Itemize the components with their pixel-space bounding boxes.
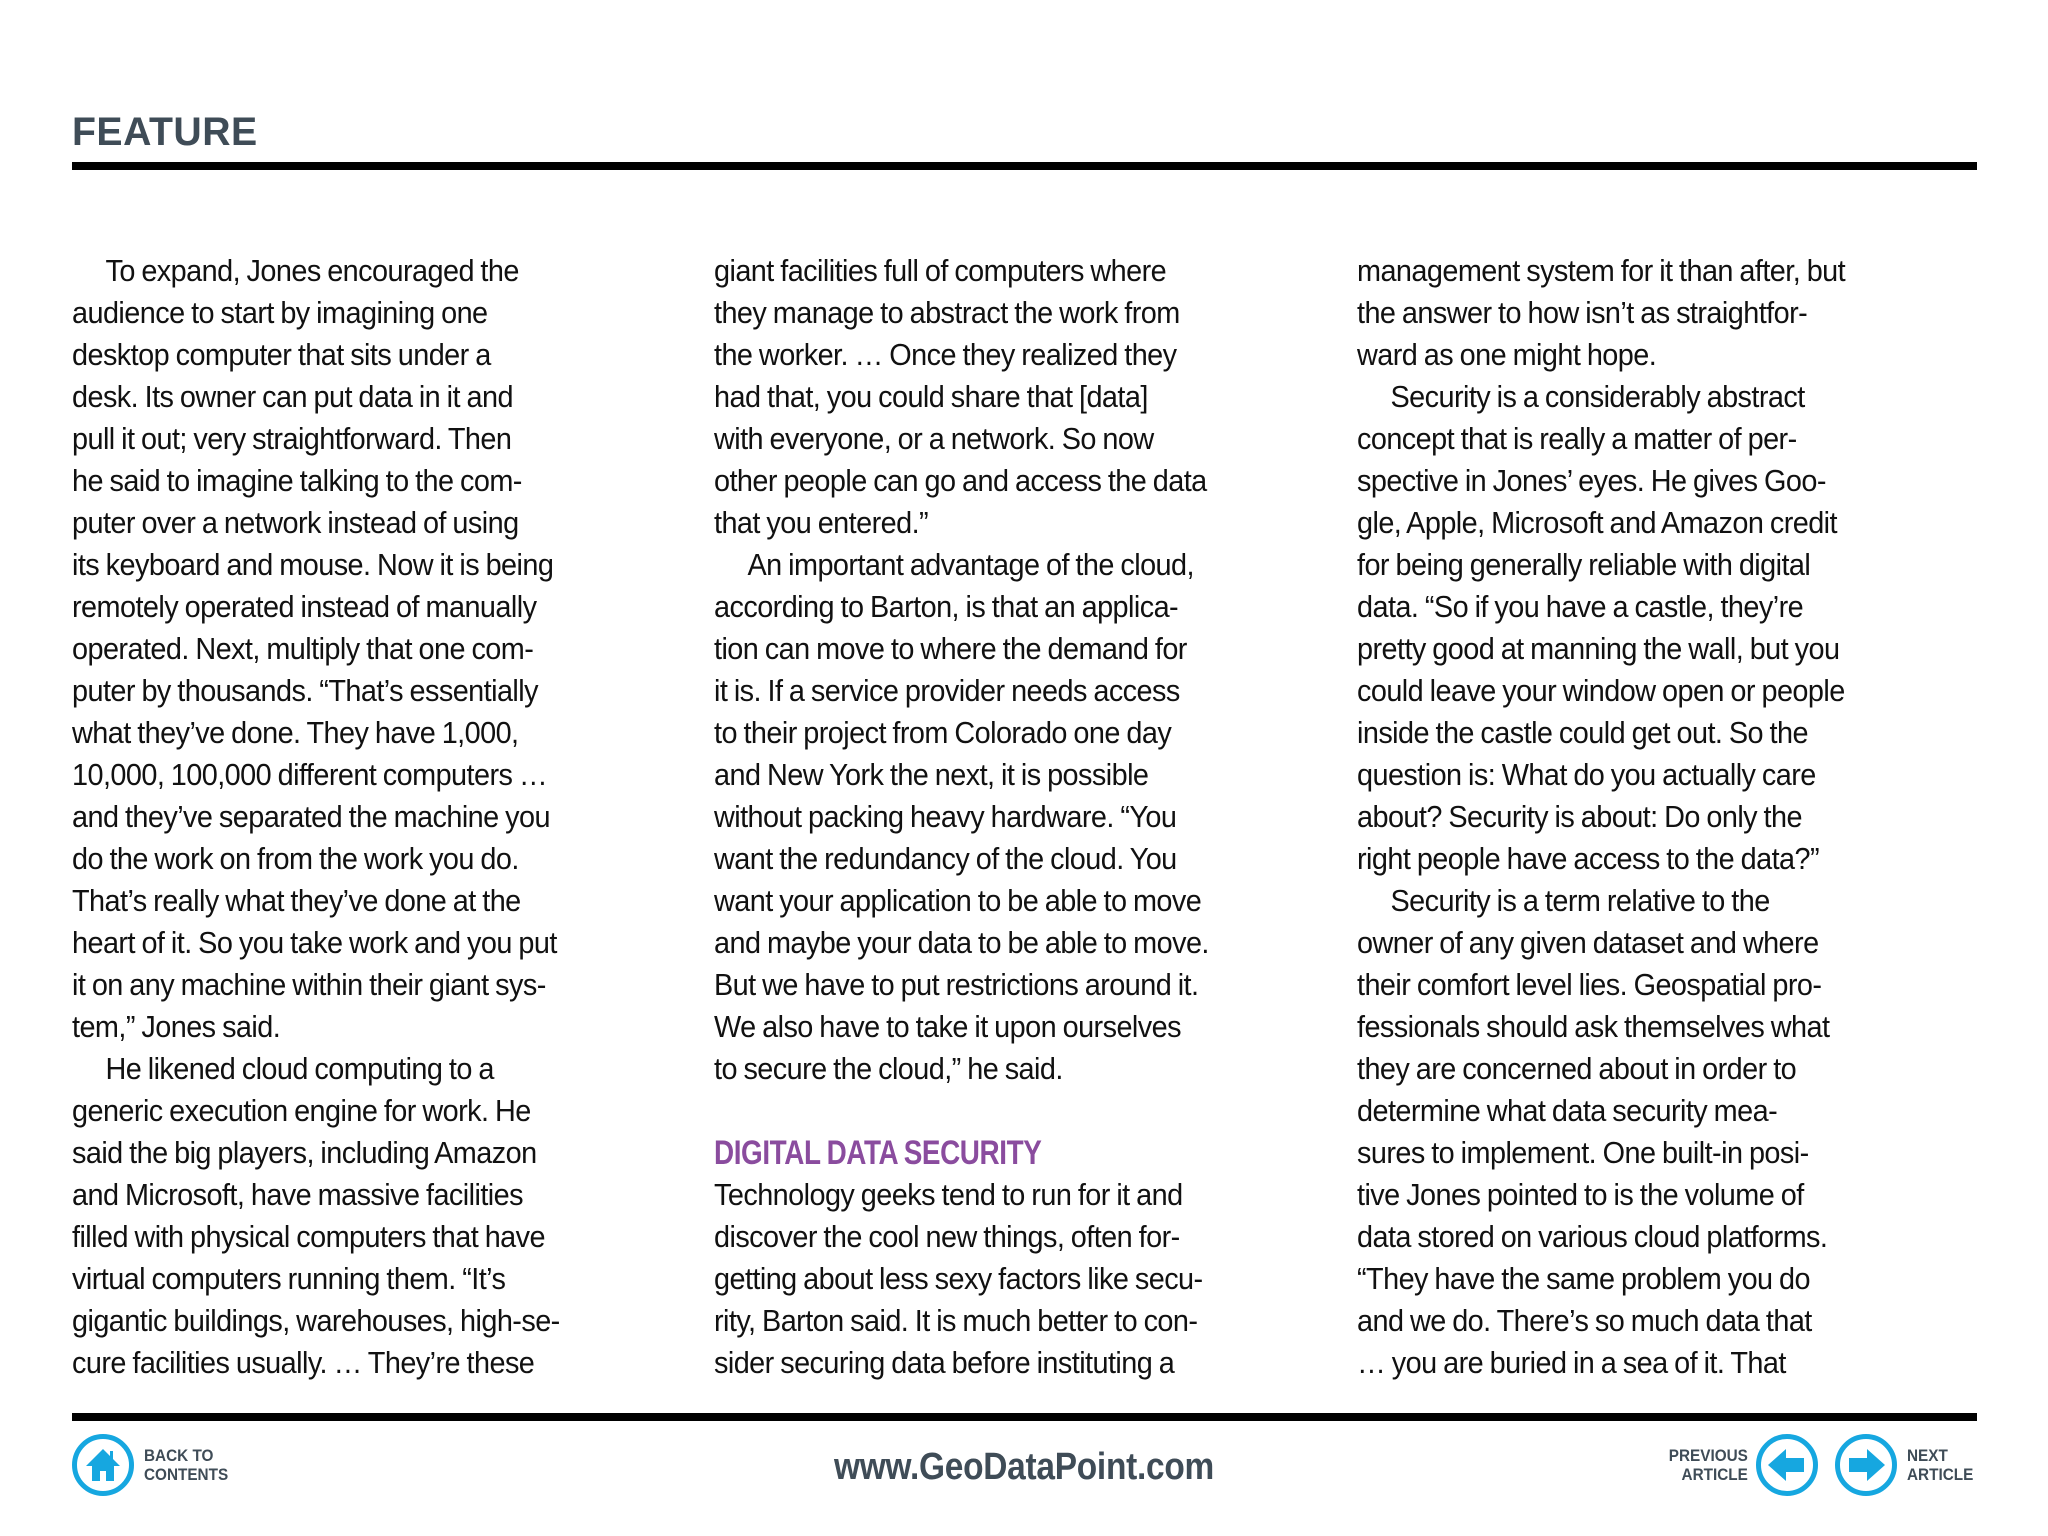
text-line: Security is a term relative to the [1390, 883, 1770, 918]
text-line: without packing heavy hardware. “You [714, 799, 1177, 834]
next-article-label [1907, 1446, 1973, 1484]
article-column-2 [714, 250, 1354, 1384]
text-line: do the work on from the work you do. [72, 841, 519, 876]
bottom-rule [72, 1413, 1977, 1421]
text-line: remotely operated instead of manually [72, 589, 537, 624]
text-line: tem,” Jones said. [72, 1009, 281, 1044]
text-line: that you entered.” [714, 505, 929, 540]
text-line: pretty good at manning the wall, but you [1357, 631, 1840, 666]
text-line: the answer to how isn’t as straightfor- [1357, 295, 1808, 330]
text-line: sures to implement. One built-in posi- [1357, 1135, 1809, 1170]
text-line: Security is a considerably abstract [1390, 379, 1805, 414]
text-line: puter by thousands. “That’s essentially [72, 673, 538, 708]
text-line: getting about less sexy factors like secu- [714, 1261, 1203, 1296]
text-line: management system for it than after, but [1357, 253, 1846, 288]
text-line: spective in Jones’ eyes. He gives Goo- [1357, 463, 1826, 498]
text-line: their comfort level lies. Geospatial pro- [1357, 967, 1822, 1002]
text-line: and Microsoft, have massive facilities [72, 1177, 523, 1212]
text-line: said the big players, including Amazon [72, 1135, 537, 1170]
text-line: We also have to take it upon ourselves [714, 1009, 1181, 1044]
text-line: with everyone, or a network. So now [714, 421, 1154, 456]
text-line: for being generally reliable with digital [1357, 547, 1811, 582]
text-line: tion can move to where the demand for [714, 631, 1187, 666]
text-line: operated. Next, multiply that one com- [72, 631, 534, 666]
text-line: and we do. There’s so much data that [1357, 1303, 1812, 1338]
text-line: … you are buried in a sea of it. That [1357, 1345, 1786, 1380]
text-line: sider securing data before instituting a [714, 1345, 1175, 1380]
arrow-left-icon [1756, 1434, 1818, 1496]
text-line: filled with physical computers that have [72, 1219, 546, 1254]
back-label-line2: CONTENTS [144, 1465, 229, 1484]
text-line: inside the castle could get out. So the [1357, 715, 1808, 750]
text-line: fessionals should ask themselves what [1357, 1009, 1830, 1044]
text-line: had that, you could share that [data] [714, 379, 1148, 414]
text-line: according to Barton, is that an applica- [714, 589, 1179, 624]
text-line: ward as one might hope. [1357, 337, 1657, 372]
text-line: it on any machine within their giant sys- [72, 967, 546, 1002]
text-line: he said to imagine talking to the com- [72, 463, 522, 498]
text-line: want your application to be able to move [714, 883, 1202, 918]
next-article-button[interactable] [1835, 1434, 1981, 1496]
text-line: determine what data security mea- [1357, 1093, 1778, 1128]
text-line: tive Jones pointed to is the volume of [1357, 1177, 1804, 1212]
article-column-3 [1357, 250, 1997, 1384]
text-line: heart of it. So you take work and you put [72, 925, 557, 960]
text-line: 10,000, 100,000 different computers … [72, 757, 548, 792]
top-rule [72, 162, 1977, 170]
text-line: But we have to put restrictions around it. [714, 967, 1199, 1002]
text-line: “They have the same problem you do [1357, 1261, 1811, 1296]
text-line: cure facilities usually. … They’re these [72, 1345, 535, 1380]
text-line: to secure the cloud,” he said. [714, 1051, 1063, 1086]
text-line: question is: What do you actually care [1357, 757, 1816, 792]
arrow-right-icon [1835, 1434, 1897, 1496]
text-line: about? Security is about: Do only the [1357, 799, 1802, 834]
text-line: other people can go and access the data [714, 463, 1207, 498]
next-label-line2: ARTICLE [1907, 1465, 1974, 1484]
text-line: right people have access to the data?” [1357, 841, 1820, 876]
section-label: FEATURE [72, 110, 258, 154]
text-line: it is. If a service provider needs access [714, 673, 1180, 708]
text-line: data. “So if you have a castle, they’re [1357, 589, 1804, 624]
text-line: and maybe your data to be able to move. [714, 925, 1209, 960]
text-line: puter over a network instead of using [72, 505, 519, 540]
prev-label-line1: PREVIOUS [1668, 1446, 1748, 1465]
text-line: That’s really what they’ve done at the [72, 883, 521, 918]
text-line: owner of any given dataset and where [1357, 925, 1819, 960]
text-line: generic execution engine for work. He [72, 1093, 531, 1128]
text-line: pull it out; very straightforward. Then [72, 421, 512, 456]
text-line: giant facilities full of computers where [714, 253, 1167, 288]
text-line: and New York the next, it is possible [714, 757, 1149, 792]
text-line: audience to start by imagining one [72, 295, 488, 330]
previous-article-button[interactable] [1660, 1434, 1818, 1496]
back-label-line1: BACK TO [144, 1446, 214, 1465]
website-url[interactable]: www.GeoDataPoint.com [834, 1446, 1214, 1488]
prev-label-line2: ARTICLE [1681, 1465, 1748, 1484]
next-label-line1: NEXT [1907, 1446, 1948, 1465]
text-line: the worker. … Once they realized they [714, 337, 1177, 372]
text-line: data stored on various cloud platforms. [1357, 1219, 1828, 1254]
text-line: He likened cloud computing to a [105, 1051, 494, 1086]
text-line: Technology geeks tend to run for it and [714, 1177, 1183, 1212]
text-line: An important advantage of the cloud, [747, 547, 1194, 582]
text-line: they manage to abstract the work from [714, 295, 1180, 330]
text-line: discover the cool new things, often for- [714, 1219, 1180, 1254]
text-line: gle, Apple, Microsoft and Amazon credit [1357, 505, 1837, 540]
text-line: desk. Its owner can put data in it and [72, 379, 513, 414]
text-line: what they’ve done. They have 1,000, [72, 715, 519, 750]
text-line: gigantic buildings, warehouses, high-se- [72, 1303, 560, 1338]
previous-article-label [1669, 1446, 1748, 1484]
text-line: want the redundancy of the cloud. You [714, 841, 1177, 876]
text-line: its keyboard and mouse. Now it is being [72, 547, 554, 582]
text-line: to their project from Colorado one day [714, 715, 1172, 750]
article-column-1 [72, 250, 712, 1384]
text-line: concept that is really a matter of per- [1357, 421, 1797, 456]
text-line: rity, Barton said. It is much better to con- [714, 1303, 1198, 1338]
text-line: and they’ve separated the machine you [72, 799, 550, 834]
text-line: virtual computers running them. “It’s [72, 1261, 506, 1296]
text-line: To expand, Jones encouraged the [105, 253, 519, 288]
section-subhead: DIGITAL DATA SECURITY [714, 1134, 1042, 1172]
text-line: could leave your window open or people [1357, 673, 1845, 708]
text-line: they are concerned about in order to [1357, 1051, 1797, 1086]
text-line: desktop computer that sits under a [72, 337, 491, 372]
